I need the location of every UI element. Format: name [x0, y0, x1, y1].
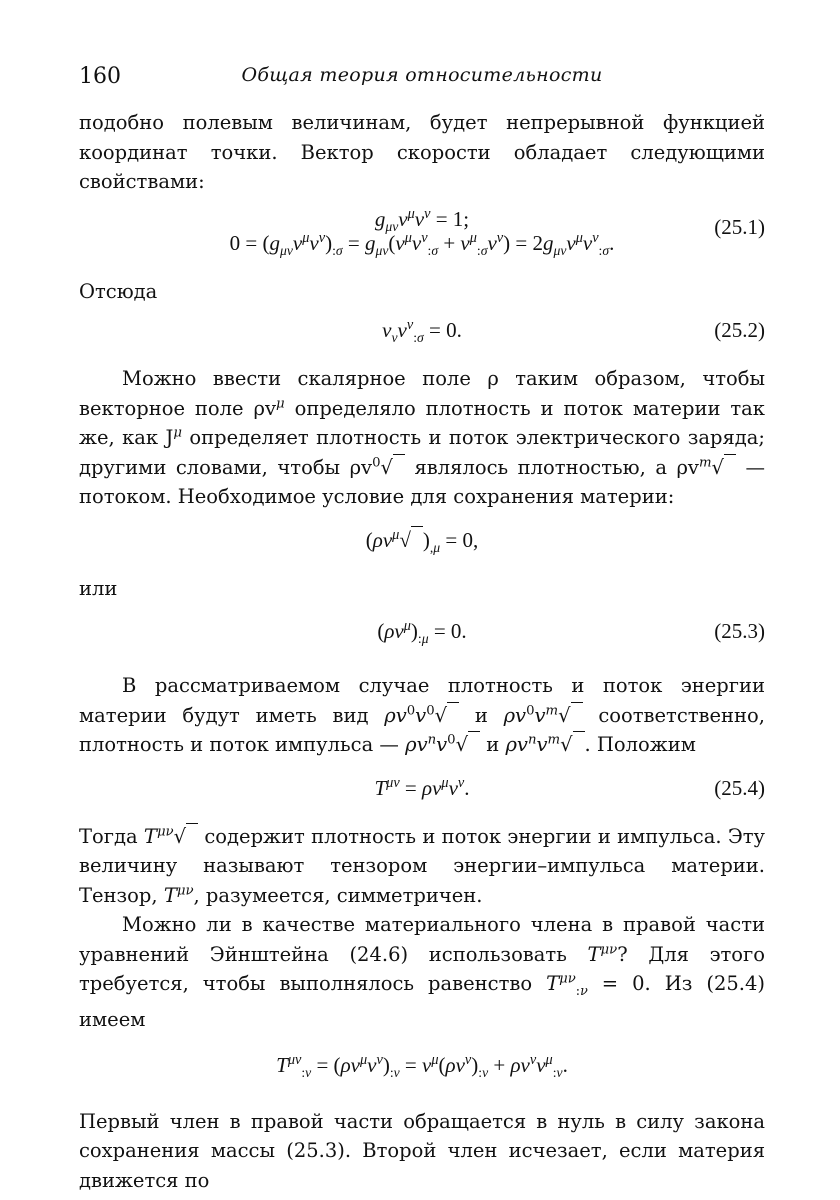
equation-25-4: $T^{\mu\nu} = \rho v^\mu v^\nu$. (25.4)	[79, 774, 765, 816]
equation-conservation: ($\rho v^\mu√$ )$_{,\mu} = 0$,	[365, 526, 479, 555]
running-title: Общая теория относительности	[241, 64, 603, 86]
page-header	[79, 64, 765, 94]
paragraph-4: Тогда $T^{\mu\nu}√$ содержит плотность и поток энергии и импульса. Эту величину называют тензором энергии–импульса материи. Тензор, $T^{\mu\nu}$, разумеется, симметричен.	[79, 824, 766, 907]
paragraph-5: Можно ли в качестве материального члена в правой части уравнений Эйнштейна (24.6) использовать $T^{\mu\nu}$? Для этого требуется, чтобы выполнялось равенство $T^{\mu\nu}_{:\nu} = 0$. Из (25.4) имеем	[79, 913, 765, 1032]
paragraph-otsyuda: Отсюда	[79, 279, 158, 303]
equation-label-25-3: (25.3)	[714, 619, 765, 643]
paragraph-ili: или	[79, 576, 118, 600]
equation-25-1b: $0 = (g_{\mu\nu}v^\mu v^\nu)_{:\sigma} = g_{\mu\nu}(v^\mu v^\nu_{:\sigma} + v^\mu_{:\sigma}v^\nu) = 2g_{\mu\nu}v^\mu v^\nu_{:\sigma}$. (25.1)	[229, 214, 765, 258]
page-number: 160	[79, 64, 121, 89]
equation-divergence: $T^{\mu\nu}_{:\nu} = (\rho v^\mu v^\nu)_{:\nu} = v^\mu(\rho v^\nu)_{:\nu} + \rho v^\nu v^\mu_{:\nu}$.	[276, 1052, 568, 1081]
main-text	[79, 108, 765, 1195]
equation-25-2: $v_\nu v^\nu_{:\sigma} = 0$. (25.2)	[382, 317, 765, 346]
paragraph-3: В рассматриваемом случае плотность и поток энергии материи будут иметь вид $\rho v^0v^0√$ и $\rho v^0v^m√$ соответственно, плотность и поток импульса — $\rho v^nv^0√$ и $\rho v^nv^m√$ . Положим	[79, 674, 765, 756]
equation-label-25-4: (25.4)	[714, 775, 765, 800]
equation-25-3: $(\rho v^\mu)_{:\mu} = 0$. (25.3)	[377, 618, 765, 647]
equation-label-25-1: (25.1)	[714, 214, 765, 239]
paragraph-2: Можно ввести скалярное поле ρ таким образом, чтобы векторное поле $\rho v^\mu$ определяло плотность и поток материи так же, как $J^\mu$ определяет плотность и поток электрического заряда; другими словами, чтобы $\rho v^0√$ являлось плотностью, а $\rho v^m√$ — потоком. Необходимое условие для сохранения материи:	[79, 367, 765, 508]
equation-25-1a: $g_{\mu\nu}v^\mu v^\nu = 1$;	[374, 205, 470, 234]
paragraph-1: подобно полевым величинам, будет непрерывной функцией координат точки. Вектор скорости обладает следующими свойствами:	[79, 111, 765, 193]
equation-label-25-2: (25.2)	[714, 318, 765, 342]
paragraph-6: Первый член в правой части обращается в нуль в силу закона сохранения массы (25.3). Второй член исчезает, если материя движется по	[79, 1109, 765, 1192]
